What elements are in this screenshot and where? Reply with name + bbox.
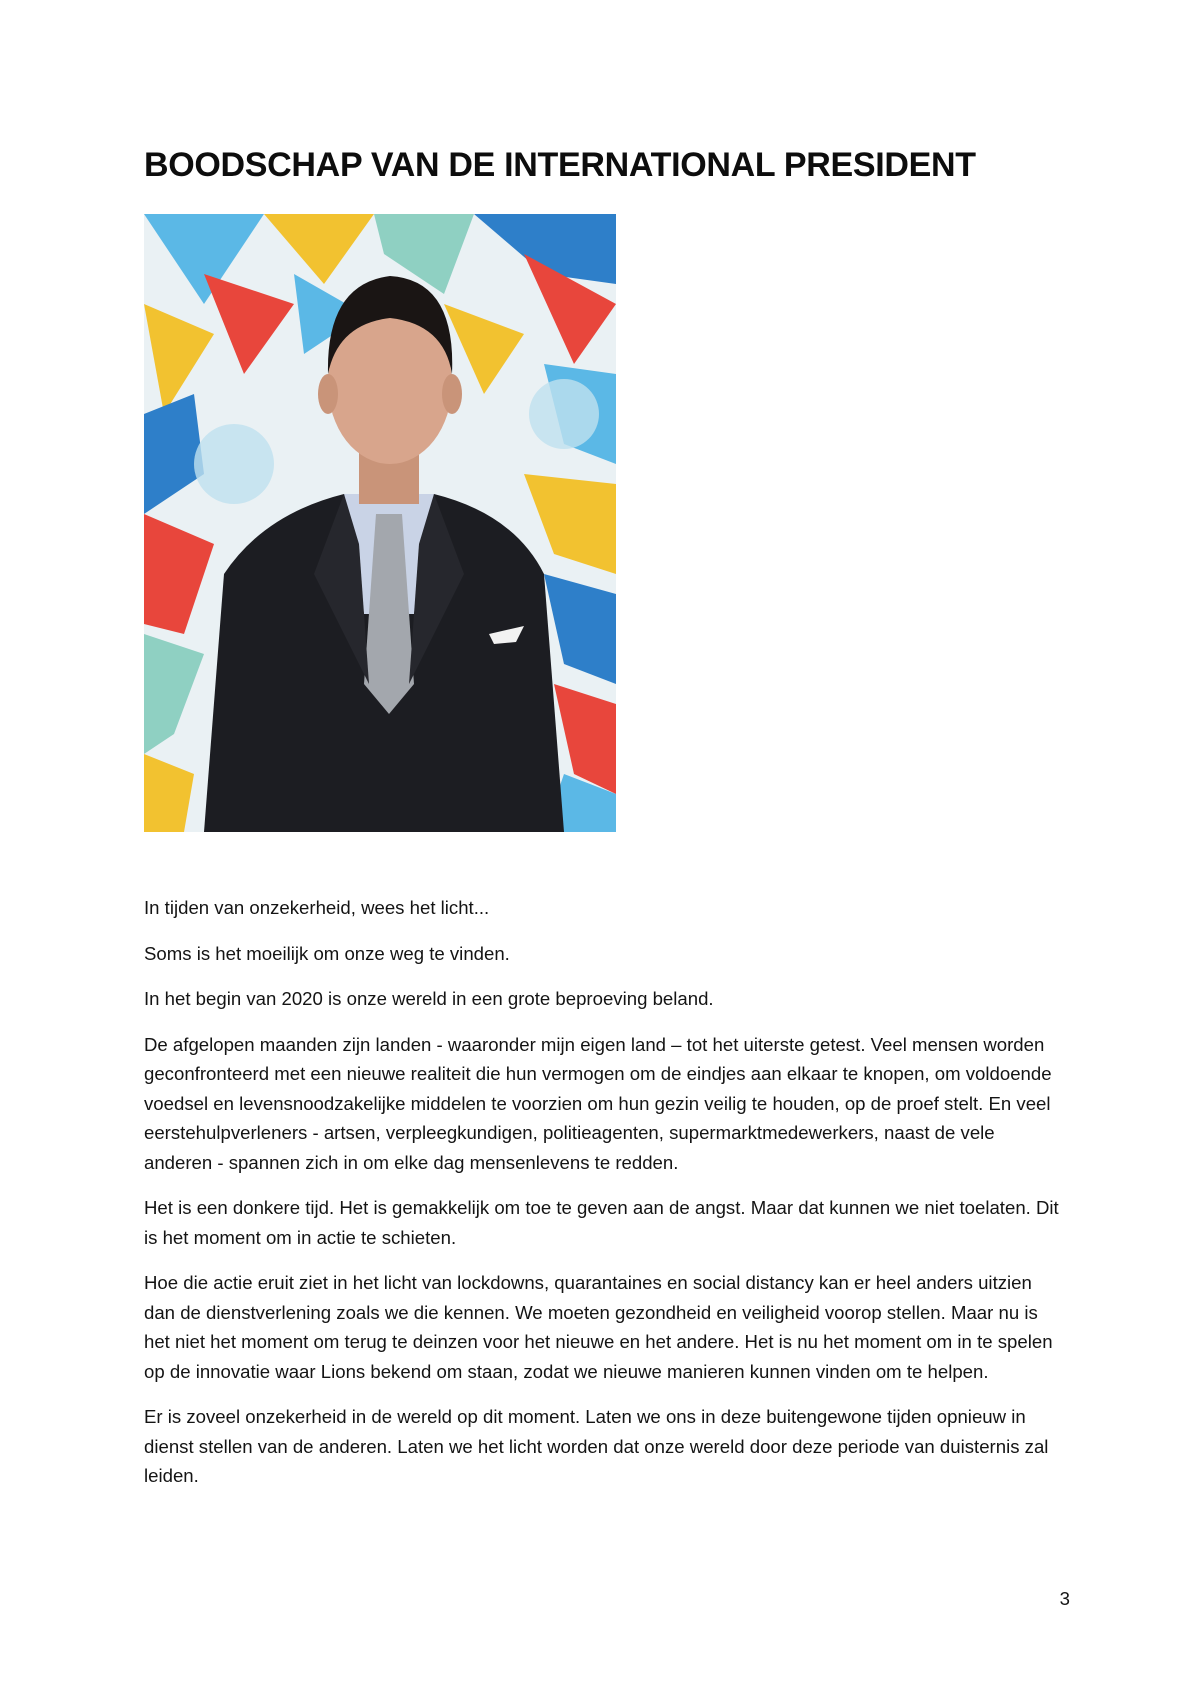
page-title: BOODSCHAP VAN DE INTERNATIONAL PRESIDENT (144, 146, 976, 184)
paragraph: De afgelopen maanden zijn landen - waaronder mijn eigen land – tot het uiterste getest. Veel mensen worden geconfronteerd met een nieuwe realiteit die hun vermogen om de eindjes aan elkaar te knopen, om voldoende voedsel en levensnoodzakelijke middelen te voorzien om hun gezin veilig te houden, op de proef stelt. En veel eerstehulpverleners - artsen, verpleegkundigen, politieagenten, supermarktmedewerkers, naast de vele anderen - spannen zich in om elke dag mensenlevens te redden. (144, 1033, 1052, 1173)
paragraph: Er is zoveel onzekerheid in de wereld op dit moment. Laten we ons in deze buitengewone tijden opnieuw in dienst stellen van de anderen. Laten we het licht worden dat onze wereld door deze periode van duisternis zal leiden. (144, 1406, 1049, 1486)
paragraph: In tijden van onzekerheid, wees het licht... (144, 897, 490, 918)
portrait-photo-icon (144, 214, 616, 832)
paragraph: Soms is het moeilijk om onze weg te vinden. (144, 942, 510, 964)
body-text (144, 893, 1064, 1507)
page-number: 3 (1059, 1588, 1070, 1609)
president-portrait-photo (144, 214, 616, 832)
paragraph: In het begin van 2020 is onze wereld in een grote beproeving beland. (144, 988, 714, 1009)
paragraph: Hoe die actie eruit ziet in het licht van lockdowns, quarantaines en social distancy kan er heel anders uitzien dan de dienstverlening zoals we die kennen. We moeten gezondheid en veiligheid voorop stellen. Maar nu is het niet het moment om terug te deinzen voor het nieuwe en het andere. Het is nu het moment om in te spelen op de innovatie waar Lions bekend om staan, zodat we nieuwe manieren kunnen vinden om te helpen. (144, 1272, 1053, 1382)
paragraph: Het is een donkere tijd. Het is gemakkelijk om toe te geven aan de angst. Maar dat kunnen we niet toelaten. Dit is het moment om in actie te schieten. (144, 1197, 1059, 1248)
